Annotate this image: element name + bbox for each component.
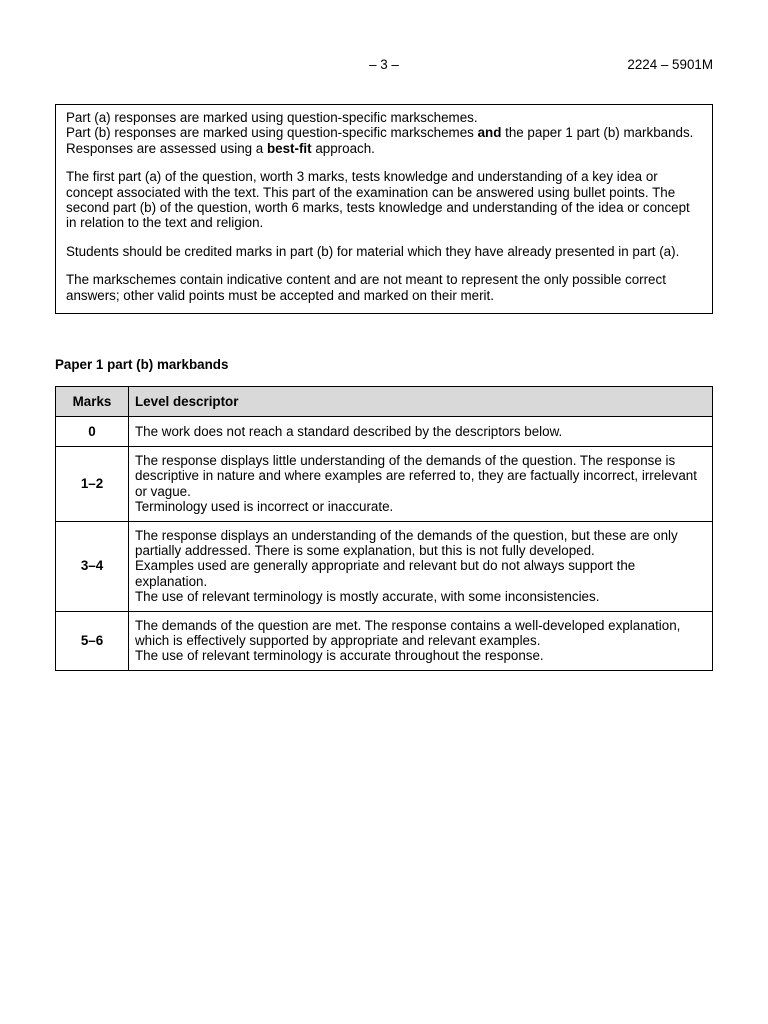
- descriptor-cell: [129, 447, 713, 522]
- descriptor-line: Terminology used is incorrect or inaccurate.: [135, 499, 394, 515]
- notes-paragraph-2: The first part (a) of the question, worth 3 marks, tests knowledge and understanding of a key idea or concept associated with the text. This part of the examination can be answered using bullet points. The second part (b) of the question, worth 6 marks, tests knowledge and understanding of the idea or concept in relation to the text and religion.: [66, 169, 690, 231]
- table-row: [56, 417, 713, 447]
- descriptor-line: The response displays an understanding of the demands of the question, but these are only partially addressed. There is some explanation, but this is not fully developed.: [135, 527, 678, 559]
- marks-cell: 3–4: [56, 521, 129, 611]
- descriptor-column-header: Level descriptor: [129, 387, 713, 417]
- descriptor-line: The work does not reach a standard described by the descriptors below.: [135, 423, 563, 439]
- notes-p1-line2-pre: Part (b) responses are marked using question-specific markschemes: [66, 125, 478, 141]
- descriptor-cell: [129, 417, 713, 447]
- marks-column-header: Marks: [56, 387, 129, 417]
- notes-paragraph-1: [66, 110, 702, 156]
- table-row: [56, 611, 713, 670]
- marking-notes-box: [55, 104, 713, 314]
- page-number: – 3 –: [369, 57, 399, 72]
- descriptor-line: Examples used are generally appropriate and relevant but do not always support the explanation.: [135, 558, 636, 589]
- table-row: [56, 521, 713, 611]
- marks-cell: 0: [56, 417, 129, 447]
- document-code: 2224 – 5901M: [627, 57, 713, 72]
- descriptor-line: The use of relevant terminology is accurate throughout the response.: [135, 648, 544, 664]
- descriptor-cell: [129, 611, 713, 670]
- marks-cell: 5–6: [56, 611, 129, 670]
- notes-paragraph-4: The markschemes contain indicative content and are not meant to represent the only possible correct answers; other valid points must be accepted and marked on their merit.: [66, 272, 666, 303]
- notes-p1-bold-best-fit: best-fit: [266, 140, 312, 156]
- table-row: [56, 447, 713, 522]
- markbands-body: [56, 417, 713, 671]
- descriptor-line: The demands of the question are met. The response contains a well-developed explanation, which is effectively supported by appropriate and relevant examples.: [135, 617, 681, 649]
- marks-cell: 1–2: [56, 447, 129, 522]
- descriptor-cell: [129, 521, 713, 611]
- markbands-heading: Paper 1 part (b) markbands: [55, 357, 229, 372]
- markbands-header-row: [56, 387, 713, 417]
- descriptor-line: The use of relevant terminology is mostly accurate, with some inconsistencies.: [135, 589, 600, 605]
- notes-paragraph-3: Students should be credited marks in part (b) for material which they have already presented in part (a).: [66, 243, 680, 259]
- notes-p1-line1: Part (a) responses are marked using question-specific markschemes.: [66, 110, 478, 125]
- markbands-table: [55, 386, 713, 671]
- notes-p1-line2-post: the paper 1 part (b) markbands. Responses are assessed using a: [66, 125, 694, 156]
- descriptor-line: The response displays little understanding of the demands of the question. The response is descriptive in nature and where examples are referred to, they are factually incorrect, irrelevant or vague.: [135, 453, 697, 499]
- notes-p1-bold-and: and: [477, 125, 502, 141]
- notes-p1-line2-end: approach.: [311, 140, 375, 156]
